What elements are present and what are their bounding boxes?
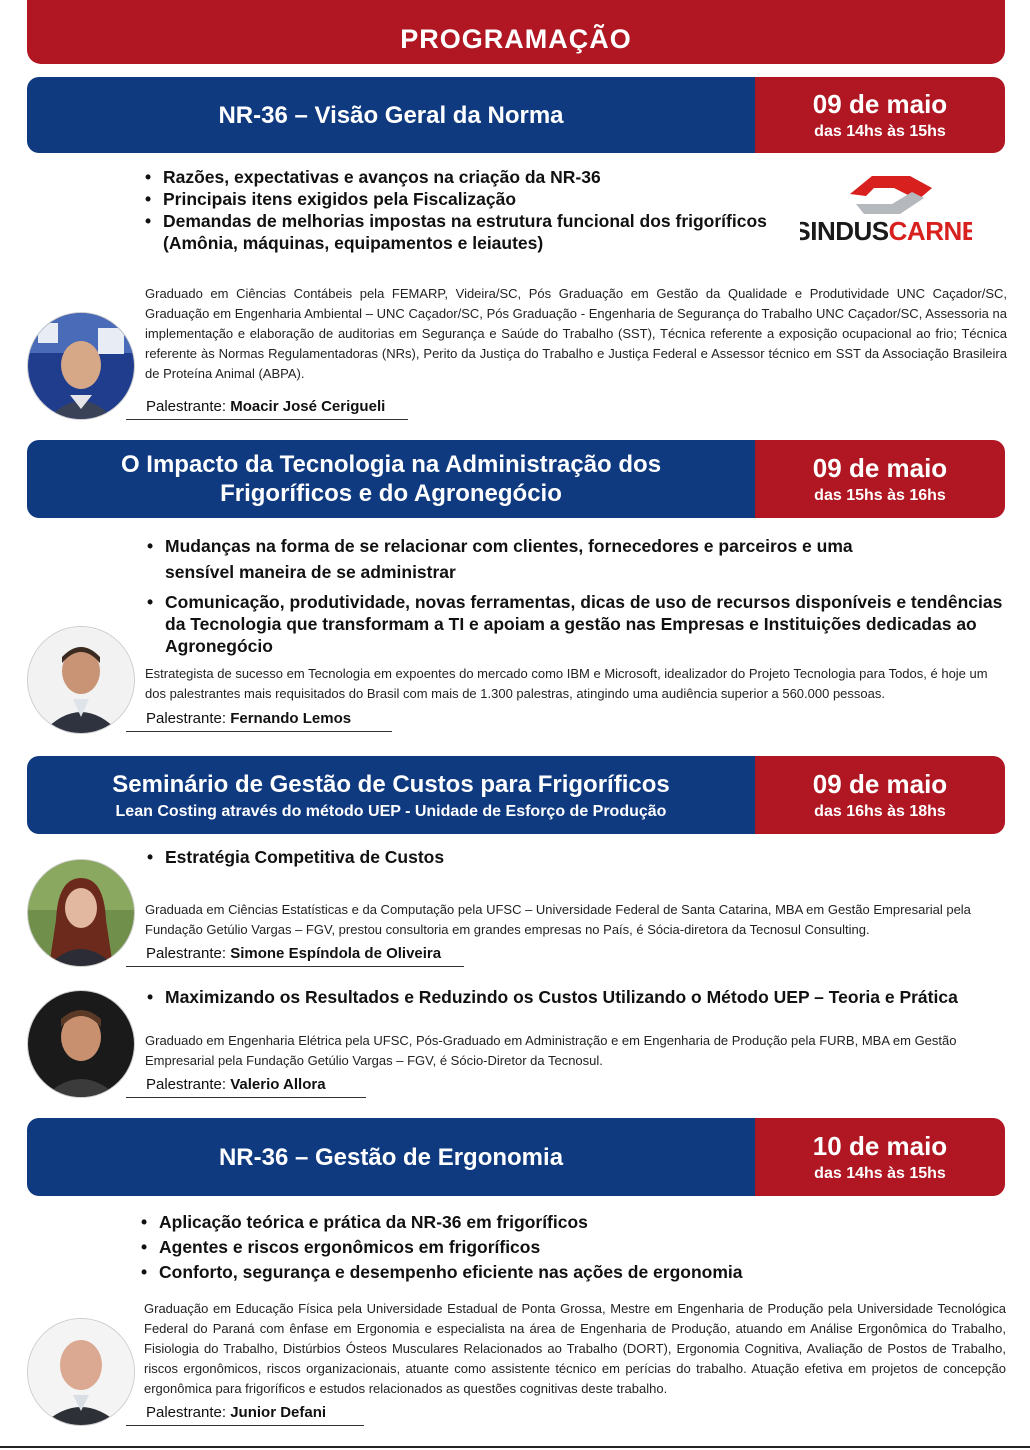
speaker-label: Palestrante: xyxy=(146,1076,227,1093)
session-2-topics xyxy=(147,533,1007,657)
topic-item: • Agentes e riscos ergonômicos em frigoríficos xyxy=(141,1235,1001,1260)
session-date-box xyxy=(755,440,1005,518)
footer-divider xyxy=(0,1446,1030,1448)
session-date: 09 de maio xyxy=(812,769,948,799)
speaker-label: Palestrante: xyxy=(146,945,227,962)
session-time: das 14hs às 15hs xyxy=(814,123,946,140)
topic-item: • Razões, expectativas e avanços na criação da NR-36 xyxy=(145,166,775,188)
speaker-line xyxy=(126,1403,364,1426)
speaker-label: Palestrante: xyxy=(146,710,227,727)
session-4-header xyxy=(27,1118,1005,1196)
speaker-bio: Graduação em Educação Física pela Universidade Estadual de Ponta Grossa, Mestre em Engenharia de Produção pela Universidade Tecnológica Federal do Paraná com ênfase em Ergonomia e especialista na área de Engenharia de Produção, atuando em Análise Ergonômica do Trabalho, Fisiologia do Trabalho, Distúrbios Ósteos Musculares Relacionados ao Trabalho (DORT), Ergonomia Cognitiva, Avaliação de Postos de Trabalho, riscos ergonômicos, riscos organizacionais, atuante como assistente técnico em perícias do trabalho. Atuação efetiva em projetos de concepção ergonômica para frigoríficos e estudos relacionados as questões cognitivas deste trabalho. xyxy=(144,1301,1006,1396)
session-date: 09 de maio xyxy=(812,453,948,483)
speaker-label: Palestrante: xyxy=(146,1404,227,1421)
session-title-line2: Frigoríficos e do Agronegócio xyxy=(220,480,562,507)
speaker-name: Fernando Lemos xyxy=(230,710,352,727)
session-title: NR-36 – Visão Geral da Norma xyxy=(218,101,564,129)
logo-text-part1: SINDUS xyxy=(800,216,889,246)
topic-item: • Comunicação, produtividade, novas ferramentas, dicas de uso de recursos disponíveis e tendências da Tecnologia que transformam a TI e apoiam a gestão nas Empresas e Instituições dedicadas ao Agronegócio xyxy=(147,591,1007,657)
session-date-box xyxy=(755,77,1005,153)
topic-item: • Demandas de melhorias impostas na estrutura funcional dos frigoríficos (Amônia, máquinas, equipamentos e leiautes) xyxy=(145,210,775,254)
topic-item: • Aplicação teórica e prática da NR-36 em frigoríficos xyxy=(141,1210,1001,1235)
session-3-topic-2 xyxy=(147,986,1007,1008)
speaker-bio: Graduado em Ciências Contábeis pela FEMARP, Videira/SC, Pós Graduação em Gestão da Qualidade e Produtividade UNC Caçador/SC, Graduação em Engenharia Ambiental – UNC Caçador/SC, Pós Graduação - Engenharia de Segurança do Trabalho UNC Caçador/SC, Assessoria na implementação e elaboração de auditorias em Segurança e Saúde do Trabalho (SST), Técnica referente a exposição ocupacional ao frio; Técnica referente às Normas Regulamentadoras (NRs), Perito da Justiça do Trabalho e Justiça Federal e Assessor técnico em SST da Associação Brasileira de Proteína Animal (ABPA). xyxy=(145,286,1007,381)
session-title-box xyxy=(27,440,755,518)
session-1-topics xyxy=(145,166,775,254)
logo-text-part2: CARNE xyxy=(888,216,972,246)
session-time: das 14hs às 15hs xyxy=(814,1165,946,1182)
session-title: NR-36 – Gestão de Ergonomia xyxy=(218,1143,564,1171)
session-3-topic-1 xyxy=(147,846,1007,868)
speaker-line xyxy=(126,709,392,732)
speaker-photo xyxy=(27,990,135,1098)
speaker-bio: Graduada em Ciências Estatísticas e da Computação pela UFSC – Universidade Federal de Santa Catarina, MBA em Gestão Empresarial pela Fundação Getúlio Vargas – FGV, prestou consultoria em grandes empresas no País, é Sócia-diretora da Tecnosul Consulting. xyxy=(145,902,971,937)
speaker-label: Palestrante: xyxy=(146,398,227,415)
speaker-photo xyxy=(27,626,135,734)
speaker-name: Junior Defani xyxy=(230,1404,327,1421)
session-1-header xyxy=(27,77,1005,153)
session-title-box xyxy=(27,756,755,834)
session-date: 10 de maio xyxy=(812,1131,948,1161)
speaker-name: Valerio Allora xyxy=(230,1076,326,1093)
session-time: das 15hs às 16hs xyxy=(814,487,946,504)
session-4-topics xyxy=(141,1210,1001,1285)
session-subtitle: Lean Costing através do método UEP - Unidade de Esforço de Produção xyxy=(115,802,667,820)
speaker-line xyxy=(126,1075,366,1098)
session-title: Seminário de Gestão de Custos para Frigoríficos xyxy=(112,770,670,798)
session-time: das 16hs às 18hs xyxy=(814,803,946,820)
session-title-box xyxy=(27,1118,755,1196)
topic-item: • Maximizando os Resultados e Reduzindo os Custos Utilizando o Método UEP – Teoria e Prática xyxy=(147,986,1007,1008)
session-title-line1: O Impacto da Tecnologia na Administração dos xyxy=(120,451,662,478)
speaker-bio: Estrategista de sucesso em Tecnologia em expoentes do mercado como IBM e Microsoft, idealizador do Projeto Tecnologia para Todos, é hoje um dos palestrantes mais requisitados do Brasil com mais de 1.300 palestras, atingindo uma audiência superior a 560.000 pessoas. xyxy=(145,666,988,701)
svg-text:SINDUSCARNE xyxy=(800,216,972,246)
session-date-box xyxy=(755,1118,1005,1196)
speaker-name: Simone Espíndola de Oliveira xyxy=(230,945,442,962)
sinduscarne-logo-graphic xyxy=(800,170,972,250)
header-banner xyxy=(27,0,1005,64)
speaker-photo xyxy=(27,312,135,420)
session-title-box xyxy=(27,77,755,153)
speaker-line xyxy=(126,944,464,967)
speaker-photo xyxy=(27,859,135,967)
topic-item: • Mudanças na forma de se relacionar com clientes, fornecedores e parceiros e uma sensível maneira de se administrar xyxy=(147,533,925,585)
sinduscarne-logo xyxy=(800,170,972,250)
speaker-name: Moacir José Cerigueli xyxy=(230,398,386,415)
speaker-photo xyxy=(27,1318,135,1426)
topic-item: • Principais itens exigidos pela Fiscalização xyxy=(145,188,775,210)
session-2-header xyxy=(27,440,1005,518)
session-date-box xyxy=(755,756,1005,834)
page-title: PROGRAMAÇÃO xyxy=(400,23,632,54)
speaker-bio: Graduado em Engenharia Elétrica pela UFSC, Pós-Graduado em Administração e em Engenharia de Produção pela FURB, MBA em Gestão Empresarial pela Fundação Getúlio Vargas – FGV, é Sócio-Diretor da Tecnosul. xyxy=(145,1033,957,1068)
session-date: 09 de maio xyxy=(812,89,948,119)
session-3-header xyxy=(27,756,1005,834)
topic-item: • Conforto, segurança e desempenho eficiente nas ações de ergonomia xyxy=(141,1260,1001,1285)
topic-item: • Estratégia Competitiva de Custos xyxy=(147,846,1007,868)
speaker-line xyxy=(126,397,408,420)
